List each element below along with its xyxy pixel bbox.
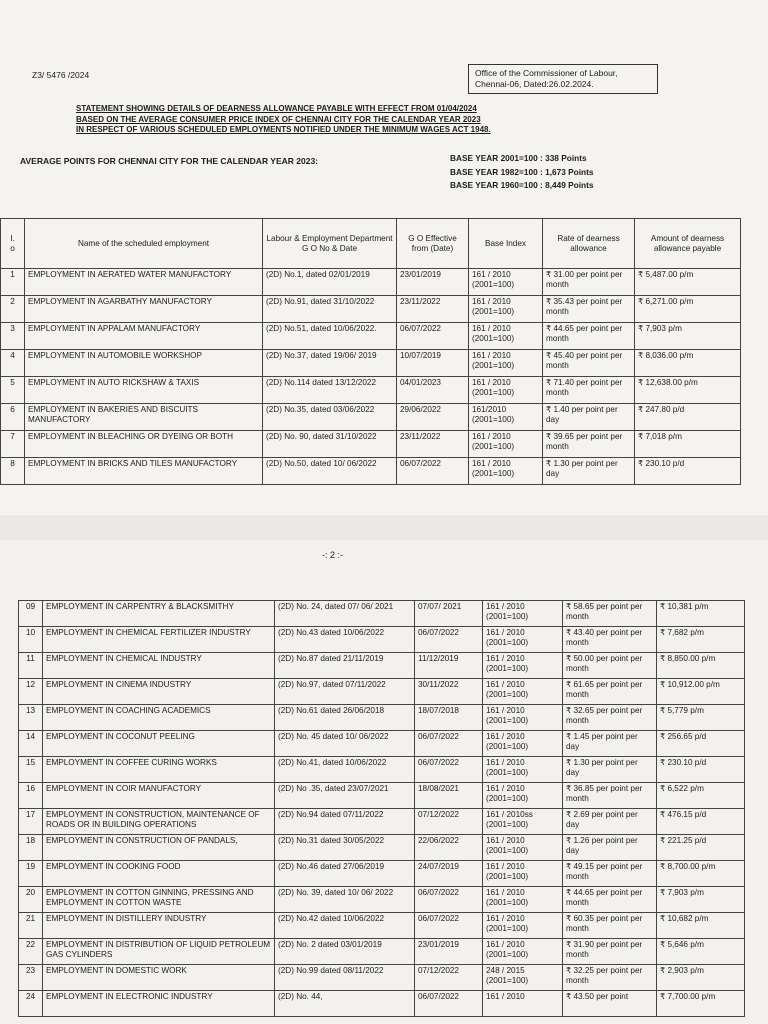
go-number-cell: (2D) No. 44,	[275, 991, 415, 1017]
amount-cell: ₹ 8,036.00 p/m	[635, 350, 741, 377]
base-index-cell: 161 / 2010 (2001=100)	[469, 323, 543, 350]
employment-name-cell: EMPLOYMENT IN COTTON GINNING, PRESSING AND EMPLOYMENT IN COTTON WASTE	[43, 887, 275, 913]
amount-cell: ₹ 5,487.00 p/m	[635, 269, 741, 296]
effective-date-cell: 04/01/2023	[397, 377, 469, 404]
go-number-cell: (2D) No. 24, dated 07/ 06/ 2021	[275, 601, 415, 627]
employment-name-cell: EMPLOYMENT IN AUTOMOBILE WORKSHOP	[25, 350, 263, 377]
base-index-cell: 161 / 2010ss (2001=100)	[483, 809, 563, 835]
go-number-cell: (2D) No.31 dated 30/05/2022	[275, 835, 415, 861]
rate-cell: ₹ 50.00 per point per month	[563, 653, 657, 679]
employment-name-cell: EMPLOYMENT IN AGARBATHY MANUFACTORY	[25, 296, 263, 323]
rate-cell: ₹ 61.65 per point per month	[563, 679, 657, 705]
effective-date-cell: 30/11/2022	[415, 679, 483, 705]
employment-name-cell: EMPLOYMENT IN COFFEE CURING WORKS	[43, 757, 275, 783]
rate-cell: ₹ 43.50 per point	[563, 991, 657, 1017]
amount-cell: ₹ 476.15 p/d	[657, 809, 745, 835]
effective-date-cell: 23/11/2022	[397, 431, 469, 458]
rate-cell: ₹ 45.40 per point per month	[543, 350, 635, 377]
rate-cell: ₹ 32.25 per point per month	[563, 965, 657, 991]
go-number-cell: (2D) No.99 dated 08/11/2022	[275, 965, 415, 991]
serial-cell: 24	[19, 991, 43, 1017]
go-number-cell: (2D) No.35, dated 03/06/2022	[263, 404, 397, 431]
amount-cell: ₹ 6,271.00 p/m	[635, 296, 741, 323]
amount-cell: ₹ 230.10 p/d	[635, 458, 741, 485]
effective-date-cell: 18/07/2018	[415, 705, 483, 731]
base-index-cell: 248 / 2015 (2001=100)	[483, 965, 563, 991]
amount-cell: ₹ 8,850.00 p/m	[657, 653, 745, 679]
rate-cell: ₹ 58.65 per point per month	[563, 601, 657, 627]
table-row	[19, 783, 745, 809]
average-points-label: AVERAGE POINTS FOR CHENNAI CITY FOR THE CALENDAR YEAR 2023:	[20, 156, 319, 166]
amount-cell: ₹ 7,018 p/m	[635, 431, 741, 458]
go-number-cell: (2D) No.87 dated 21/11/2019	[275, 653, 415, 679]
table-row	[19, 835, 745, 861]
serial-cell: 8	[1, 458, 25, 485]
go-number-cell: (2D) No.50, dated 10/ 06/2022	[263, 458, 397, 485]
serial-cell: 1	[1, 269, 25, 296]
serial-cell: 19	[19, 861, 43, 887]
base-year-1960: BASE YEAR 1960=100 : 8,449 Points	[450, 180, 594, 190]
serial-cell: 15	[19, 757, 43, 783]
statement-title	[76, 104, 686, 136]
amount-cell: ₹ 256.65 p/d	[657, 731, 745, 757]
serial-cell: 13	[19, 705, 43, 731]
go-number-cell: (2D) No. 90, dated 31/10/2022	[263, 431, 397, 458]
base-index-cell: 161 / 2010 (2001=100)	[469, 350, 543, 377]
table-row	[19, 939, 745, 965]
base-index-cell: 161 / 2010 (2001=100)	[483, 653, 563, 679]
rate-cell: ₹ 31.00 per point per month	[543, 269, 635, 296]
amount-cell: ₹ 2,903 p/m	[657, 965, 745, 991]
serial-cell: 18	[19, 835, 43, 861]
base-index-cell: 161 / 2010 (2001=100)	[469, 431, 543, 458]
amount-cell: ₹ 7,682 p/m	[657, 627, 745, 653]
employment-name-cell: EMPLOYMENT IN AERATED WATER MANUFACTORY	[25, 269, 263, 296]
rate-cell: ₹ 35.43 per point per month	[543, 296, 635, 323]
base-index-cell: 161 / 2010 (2001=100)	[483, 731, 563, 757]
table-row	[19, 601, 745, 627]
employment-name-cell: EMPLOYMENT IN ELECTRONIC INDUSTRY	[43, 991, 275, 1017]
go-number-cell: (2D) No.43 dated 10/06/2022	[275, 627, 415, 653]
employment-name-cell: EMPLOYMENT IN BAKERIES AND BISCUITS MANUFACTORY	[25, 404, 263, 431]
amount-cell: ₹ 230.10 p/d	[657, 757, 745, 783]
effective-date-cell: 23/01/2019	[397, 269, 469, 296]
serial-cell: 21	[19, 913, 43, 939]
base-index-cell: 161 / 2010 (2001=100)	[469, 377, 543, 404]
page-number: -: 2 :-	[322, 550, 344, 560]
page-two	[0, 540, 768, 1024]
amount-cell: ₹ 10,682 p/m	[657, 913, 745, 939]
serial-cell: 10	[19, 627, 43, 653]
employment-name-cell: EMPLOYMENT IN COIR MANUFACTORY	[43, 783, 275, 809]
title-line-2: BASED ON THE AVERAGE CONSUMER PRICE INDEX OF CHENNAI CITY FOR THE CALENDAR YEAR 2023	[76, 114, 481, 124]
employment-name-cell: EMPLOYMENT IN CONSTRUCTION, MAINTENANCE OF ROADS OR IN BUILDING OPERATIONS	[43, 809, 275, 835]
table-row	[19, 809, 745, 835]
serial-cell: 5	[1, 377, 25, 404]
table-row	[1, 296, 741, 323]
employment-name-cell: EMPLOYMENT IN COCONUT PEELING	[43, 731, 275, 757]
base-index-cell: 161 / 2010 (2001=100)	[483, 887, 563, 913]
header-base-index: Base Index	[469, 219, 543, 269]
base-index-cell: 161 / 2010 (2001=100)	[469, 296, 543, 323]
table-row	[1, 323, 741, 350]
employment-name-cell: EMPLOYMENT IN BLEACHING OR DYEING OR BOTH	[25, 431, 263, 458]
table-row	[19, 861, 745, 887]
employment-name-cell: EMPLOYMENT IN DISTRIBUTION OF LIQUID PETROLEUM GAS CYLINDERS	[43, 939, 275, 965]
effective-date-cell: 06/07/2022	[415, 627, 483, 653]
table-row	[19, 887, 745, 913]
effective-date-cell: 18/08/2021	[415, 783, 483, 809]
effective-date-cell: 22/06/2022	[415, 835, 483, 861]
amount-cell: ₹ 7,700.00 p/m	[657, 991, 745, 1017]
base-year-2001: BASE YEAR 2001=100 : 338 Points	[450, 153, 587, 163]
base-index-cell: 161 / 2010 (2001=100)	[483, 627, 563, 653]
effective-date-cell: 11/12/2019	[415, 653, 483, 679]
go-number-cell: (2D) No.114 dated 13/12/2022	[263, 377, 397, 404]
effective-date-cell: 06/07/2022	[397, 323, 469, 350]
table-row	[19, 679, 745, 705]
go-number-cell: (2D) No.41, dated 10/06/2022	[275, 757, 415, 783]
rate-cell: ₹ 36.85 per point per month	[563, 783, 657, 809]
go-number-cell: (2D) No.94 dated 07/11/2022	[275, 809, 415, 835]
amount-cell: ₹ 5,646 p/m	[657, 939, 745, 965]
amount-cell: ₹ 6,522 p/m	[657, 783, 745, 809]
base-index-cell: 161 / 2010 (2001=100)	[483, 939, 563, 965]
base-index-cell: 161 / 2010 (2001=100)	[483, 679, 563, 705]
go-number-cell: (2D) No.51, dated 10/06/2022.	[263, 323, 397, 350]
go-number-cell: (2D) No.61 dated 26/06/2018	[275, 705, 415, 731]
base-index-cell: 161 / 2010 (2001=100)	[483, 601, 563, 627]
allowance-table-page1	[0, 218, 741, 485]
amount-cell: ₹ 7,903 p/m	[635, 323, 741, 350]
employment-name-cell: EMPLOYMENT IN COOKING FOOD	[43, 861, 275, 887]
amount-cell: ₹ 12,638.00 p/m	[635, 377, 741, 404]
base-index-cell: 161 / 2010 (2001=100)	[483, 705, 563, 731]
go-number-cell: (2D) No .35, dated 23/07/2021	[275, 783, 415, 809]
base-year-points	[450, 152, 594, 193]
effective-date-cell: 06/07/2022	[415, 913, 483, 939]
table-row	[19, 627, 745, 653]
serial-cell: 4	[1, 350, 25, 377]
employment-name-cell: EMPLOYMENT IN COACHING ACADEMICS	[43, 705, 275, 731]
table-row	[1, 431, 741, 458]
effective-date-cell: 29/06/2022	[397, 404, 469, 431]
effective-date-cell: 06/07/2022	[415, 731, 483, 757]
serial-cell: 09	[19, 601, 43, 627]
employment-name-cell: EMPLOYMENT IN CHEMICAL INDUSTRY	[43, 653, 275, 679]
rate-cell: ₹ 32.65 per point per month	[563, 705, 657, 731]
go-number-cell: (2D) No.37, dated 19/06/ 2019	[263, 350, 397, 377]
amount-cell: ₹ 247.80 p/d	[635, 404, 741, 431]
office-line-1: Office of the Commissioner of Labour,	[475, 68, 618, 78]
serial-cell: 14	[19, 731, 43, 757]
reference-number: Z3/ 5476 /2024	[32, 70, 90, 80]
table-row	[19, 757, 745, 783]
table-row	[19, 653, 745, 679]
effective-date-cell: 06/07/2022	[415, 757, 483, 783]
table-row	[1, 458, 741, 485]
employment-name-cell: EMPLOYMENT IN CHEMICAL FERTILIZER INDUSTRY	[43, 627, 275, 653]
effective-date-cell: 07/12/2022	[415, 809, 483, 835]
employment-name-cell: EMPLOYMENT IN DISTILLERY INDUSTRY	[43, 913, 275, 939]
table-row	[19, 705, 745, 731]
base-index-cell: 161 / 2010 (2001=100)	[469, 269, 543, 296]
base-index-cell: 161 / 2010 (2001=100)	[483, 861, 563, 887]
effective-date-cell: 24/07/2019	[415, 861, 483, 887]
serial-cell: 16	[19, 783, 43, 809]
rate-cell: ₹ 1.45 per point per day	[563, 731, 657, 757]
effective-date-cell: 06/07/2022	[415, 991, 483, 1017]
table-row	[1, 350, 741, 377]
amount-cell: ₹ 221.25 p/d	[657, 835, 745, 861]
effective-date-cell: 23/01/2019	[415, 939, 483, 965]
go-number-cell: (2D) No.46 dated 27/06/2019	[275, 861, 415, 887]
go-number-cell: (2D) No.91, dated 31/10/2022	[263, 296, 397, 323]
header-rate: Rate of dearness allowance	[543, 219, 635, 269]
header-serial: I. o	[1, 219, 25, 269]
base-index-cell: 161 / 2010 (2001=100)	[483, 757, 563, 783]
serial-cell: 12	[19, 679, 43, 705]
header-amount: Amount of dearness allowance payable	[635, 219, 741, 269]
table-row	[19, 913, 745, 939]
rate-cell: ₹ 1.40 per point per day	[543, 404, 635, 431]
rate-cell: ₹ 39.65 per point per month	[543, 431, 635, 458]
rate-cell: ₹ 1.30 per point per day	[563, 757, 657, 783]
allowance-table-page2	[18, 600, 745, 1017]
go-number-cell: (2D) No. 2 dated 03/01/2019	[275, 939, 415, 965]
rate-cell: ₹ 1.26 per point per day	[563, 835, 657, 861]
serial-cell: 20	[19, 887, 43, 913]
amount-cell: ₹ 10,381 p/m	[657, 601, 745, 627]
base-index-cell: 161 / 2010	[483, 991, 563, 1017]
effective-date-cell: 07/12/2022	[415, 965, 483, 991]
table-row	[19, 965, 745, 991]
serial-cell: 22	[19, 939, 43, 965]
employment-name-cell: EMPLOYMENT IN BRICKS AND TILES MANUFACTORY	[25, 458, 263, 485]
table-row	[19, 991, 745, 1017]
employment-name-cell: EMPLOYMENT IN AUTO RICKSHAW & TAXIS	[25, 377, 263, 404]
serial-cell: 6	[1, 404, 25, 431]
serial-cell: 23	[19, 965, 43, 991]
rate-cell: ₹ 60.35 per point per month	[563, 913, 657, 939]
go-number-cell: (2D) No.42 dated 10/06/2022	[275, 913, 415, 939]
header-effective: G O Effective from (Date)	[397, 219, 469, 269]
base-index-cell: 161 / 2010 (2001=100)	[483, 913, 563, 939]
serial-cell: 7	[1, 431, 25, 458]
header-employment: Name of the scheduled employment	[25, 219, 263, 269]
amount-cell: ₹ 7,903 p/m	[657, 887, 745, 913]
rate-cell: ₹ 49.15 per point per month	[563, 861, 657, 887]
office-line-2: Chennai-06, Dated:26.02.2024.	[475, 79, 594, 89]
header-go-no: Labour & Employment Department G O No & Date	[263, 219, 397, 269]
employment-name-cell: EMPLOYMENT IN DOMESTIC WORK	[43, 965, 275, 991]
go-number-cell: (2D) No.97, dated 07/11/2022	[275, 679, 415, 705]
effective-date-cell: 10/07/2019	[397, 350, 469, 377]
serial-cell: 11	[19, 653, 43, 679]
title-line-1: STATEMENT SHOWING DETAILS OF DEARNESS ALLOWANCE PAYABLE WITH EFFECT FROM 01/04/2024	[76, 104, 477, 113]
rate-cell: ₹ 31.90 per point per month	[563, 939, 657, 965]
office-address-box	[468, 64, 658, 94]
serial-cell: 2	[1, 296, 25, 323]
effective-date-cell: 07/07/ 2021	[415, 601, 483, 627]
amount-cell: ₹ 10,912.00 p/m	[657, 679, 745, 705]
employment-name-cell: EMPLOYMENT IN APPALAM MANUFACTORY	[25, 323, 263, 350]
base-index-cell: 161 / 2010 (2001=100)	[483, 835, 563, 861]
table-row	[19, 731, 745, 757]
rate-cell: ₹ 2.69 per point per day	[563, 809, 657, 835]
rate-cell: ₹ 71.40 per point per month	[543, 377, 635, 404]
serial-cell: 17	[19, 809, 43, 835]
base-index-cell: 161 / 2010 (2001=100)	[469, 458, 543, 485]
table-row	[1, 377, 741, 404]
employment-name-cell: EMPLOYMENT IN CARPENTRY & BLACKSMITHY	[43, 601, 275, 627]
rate-cell: ₹ 43.40 per point per month	[563, 627, 657, 653]
serial-cell: 3	[1, 323, 25, 350]
base-index-cell: 161 / 2010 (2001=100)	[483, 783, 563, 809]
table-row	[1, 404, 741, 431]
table-header-row	[1, 219, 741, 269]
rate-cell: ₹ 44.65 per point per month	[543, 323, 635, 350]
effective-date-cell: 06/07/2022	[415, 887, 483, 913]
amount-cell: ₹ 8,700.00 p/m	[657, 861, 745, 887]
title-line-3: IN RESPECT OF VARIOUS SCHEDULED EMPLOYMENTS NOTIFIED UNDER THE MINIMUM WAGES ACT 1948.	[76, 125, 491, 134]
go-number-cell: (2D) No. 45 dated 10/ 06/2022	[275, 731, 415, 757]
table-row	[1, 269, 741, 296]
base-year-1982: BASE YEAR 1982=100 : 1,673 Points	[450, 166, 594, 177]
employment-name-cell: EMPLOYMENT IN CINEMA INDUSTRY	[43, 679, 275, 705]
base-index-cell: 161/2010 (2001=100)	[469, 404, 543, 431]
rate-cell: ₹ 1.30 per point per day	[543, 458, 635, 485]
effective-date-cell: 23/11/2022	[397, 296, 469, 323]
go-number-cell: (2D) No.1, dated 02/01/2019	[263, 269, 397, 296]
go-number-cell: (2D) No. 39, dated 10/ 06/ 2022	[275, 887, 415, 913]
amount-cell: ₹ 5,779 p/m	[657, 705, 745, 731]
employment-name-cell: EMPLOYMENT IN CONSTRUCTION OF PANDALS,	[43, 835, 275, 861]
effective-date-cell: 06/07/2022	[397, 458, 469, 485]
rate-cell: ₹ 44.65 per point per month	[563, 887, 657, 913]
